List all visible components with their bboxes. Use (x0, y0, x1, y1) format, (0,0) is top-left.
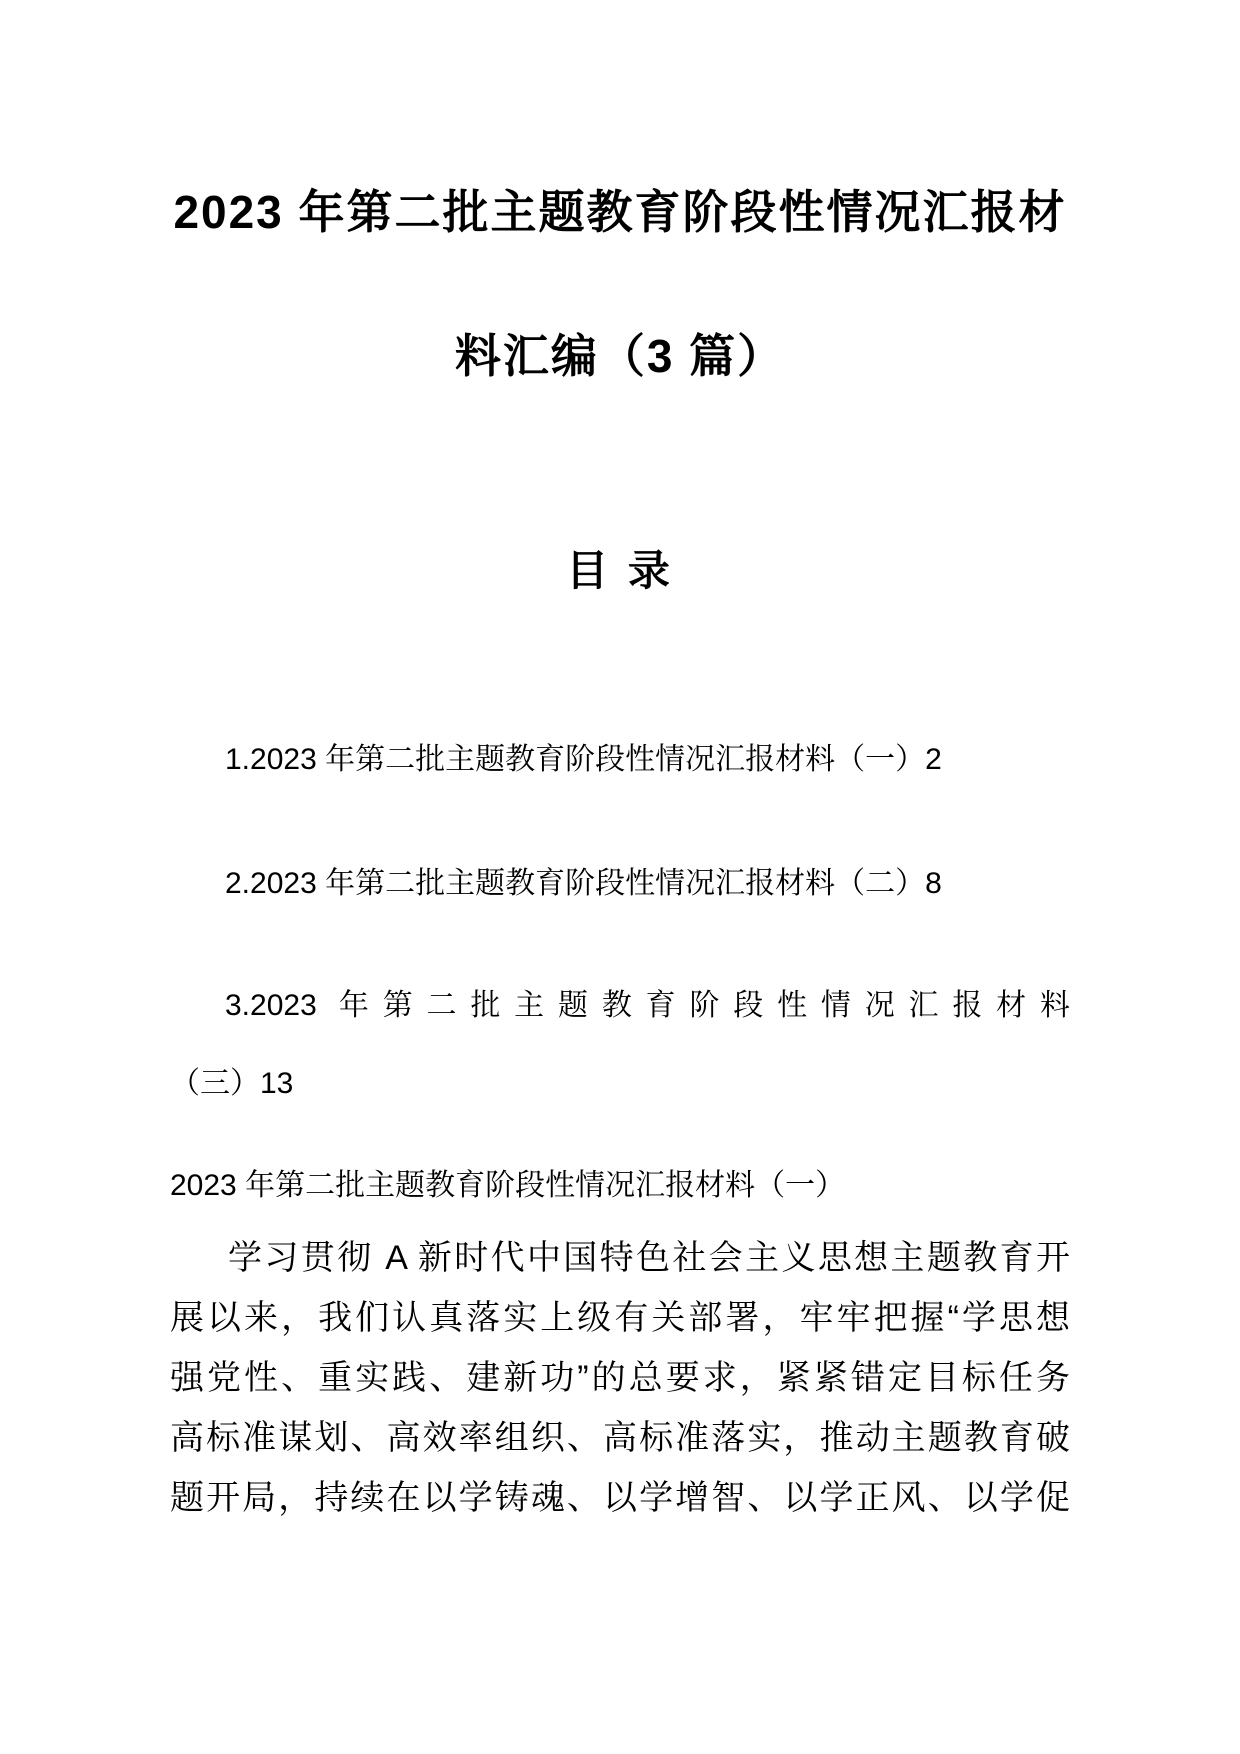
document-title-line-2: 料汇编（3 篇） (454, 330, 786, 382)
section-heading: 2023 年第二批主题教育阶段性情况汇报材料（一） (170, 1169, 846, 1202)
body-line-5: 题开局，持续在以学铸魂、以学增智、以学正风、以学促 (170, 1479, 1070, 1517)
body-line-3: 强党性、重实践、建新功”的总要求，紧紧错定目标任务 (170, 1359, 1070, 1397)
toc-item-2: 2.2023 年第二批主题教育阶段性情况汇报材料（二）8 (225, 867, 942, 900)
toc-heading: 目 录 (566, 547, 674, 594)
toc-item-3-line-1: 3.2023 年第二批主题教育阶段性情况汇报材料 (225, 989, 1070, 1022)
document-title-line-1: 2023 年第二批主题教育阶段性情况汇报材 (173, 186, 1067, 238)
body-line-4: 高标准谋划、高效率组织、高标准落实，推动主题教育破 (170, 1419, 1070, 1457)
toc-item-3-line-2: （三）13 (170, 1067, 294, 1100)
toc-item-1: 1.2023 年第二批主题教育阶段性情况汇报材料（一）2 (225, 743, 942, 776)
body-paragraph (170, 1228, 1070, 1528)
body-line-2: 展以来，我们认真落实上级有关部署，牢牢把握“学思想 (170, 1299, 1070, 1337)
table-of-contents (170, 739, 1070, 1105)
body-line-1: 学习贯彻 A 新时代中国特色社会主义思想主题教育开 (228, 1239, 1070, 1277)
document-content (170, 185, 1070, 1528)
